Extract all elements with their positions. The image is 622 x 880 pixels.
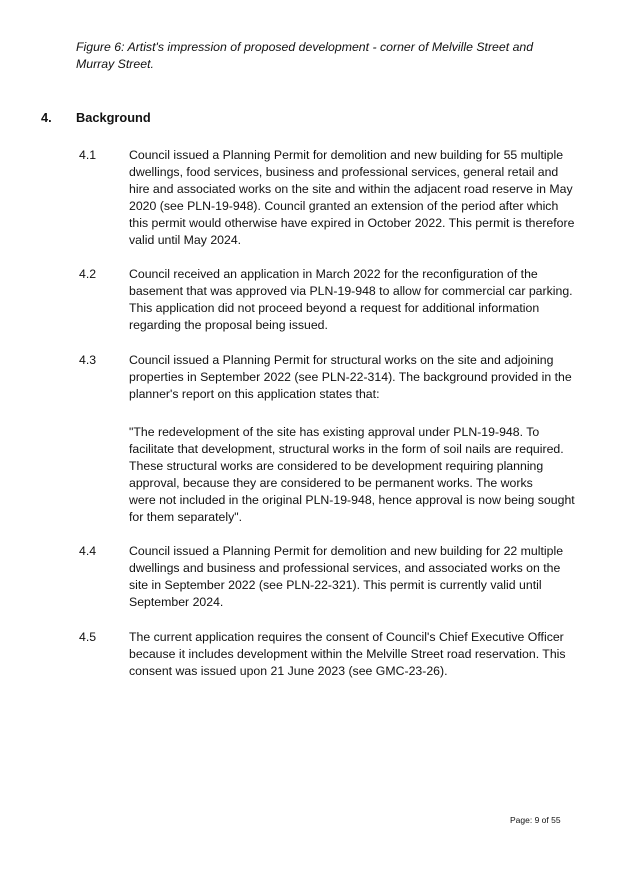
paragraph-number: 4.5	[79, 630, 97, 644]
section-title: Background	[76, 110, 151, 125]
quote-line: were not included in the original PLN-19-948, hence approval is now being sought	[129, 493, 575, 507]
paragraph-4-2	[79, 266, 579, 334]
quote-line: facilitate that development, structural works in the form of soil nails are required.	[129, 442, 564, 456]
text-line: hire and associated works on the site and within the adjacent road reserve in May	[129, 182, 573, 196]
text-line: dwellings and business and professional services, and associated works on the	[129, 561, 561, 575]
paragraph-number: 4.1	[79, 148, 97, 162]
text-line: 2020 (see PLN-19-948). Council granted an extension of the period after which	[129, 199, 559, 213]
text-line: consent was issued upon 21 June 2023 (see GMC-23-26).	[129, 664, 448, 678]
text-line: Council issued a Planning Permit for demolition and new building for 22 multiple	[129, 544, 564, 558]
caption-line: Murray Street.	[76, 57, 154, 71]
text-line: valid until May 2024.	[129, 233, 242, 247]
paragraph-4-1	[79, 147, 579, 249]
quote-line: approval, because they are considered to be permanent works. The works	[129, 476, 533, 490]
section-heading	[41, 110, 151, 125]
text-line: September 2024.	[129, 595, 224, 609]
text-line: Council issued a Planning Permit for demolition and new building for 55 multiple	[129, 148, 564, 162]
text-line: The current application requires the consent of Council's Chief Executive Officer	[129, 630, 564, 644]
text-line: properties in September 2022 (see PLN-22-314). The background provided in the	[129, 370, 572, 384]
text-line: because it includes development within the Melville Street road reservation. This	[129, 647, 566, 661]
paragraph-text	[129, 352, 579, 403]
quote-line: These structural works are considered to be development requiring planning	[129, 459, 544, 473]
page-number: Page: 9 of 55	[510, 815, 561, 825]
text-line: regarding the proposal being issued.	[129, 318, 328, 332]
caption-line: Figure 6: Artist's impression of proposed development - corner of Melville Street and	[76, 40, 534, 54]
paragraph-text	[129, 543, 579, 611]
paragraph-4-3	[79, 352, 579, 403]
paragraph-number: 4.2	[79, 267, 97, 281]
quoted-text	[129, 424, 579, 526]
paragraph-number: 4.3	[79, 353, 97, 367]
paragraph-text	[129, 147, 579, 249]
paragraph-number: 4.4	[79, 544, 97, 558]
text-line: Council received an application in March 2022 for the reconfiguration of the	[129, 267, 538, 281]
text-line: Council issued a Planning Permit for structural works on the site and adjoining	[129, 353, 554, 367]
paragraph-text	[129, 266, 579, 334]
figure-caption	[76, 39, 576, 73]
text-line: dwellings, food services, business and professional services, general retail and	[129, 165, 559, 179]
quote-line: "The redevelopment of the site has existing approval under PLN-19-948. To	[129, 425, 540, 439]
section-number: 4.	[41, 110, 52, 125]
text-line: site in September 2022 (see PLN-22-321). This permit is currently valid until	[129, 578, 542, 592]
paragraph-4-4	[79, 543, 579, 611]
paragraph-4-5	[79, 629, 579, 680]
text-line: This application did not proceed beyond a request for additional information	[129, 301, 540, 315]
quote-line: for them separately".	[129, 510, 243, 524]
text-line: planner's report on this application states that:	[129, 387, 380, 401]
paragraph-text	[129, 629, 579, 680]
text-line: basement that was approved via PLN-19-948 to allow for commercial car parking.	[129, 284, 573, 298]
text-line: this permit would otherwise have expired in October 2022. This permit is therefore	[129, 216, 575, 230]
